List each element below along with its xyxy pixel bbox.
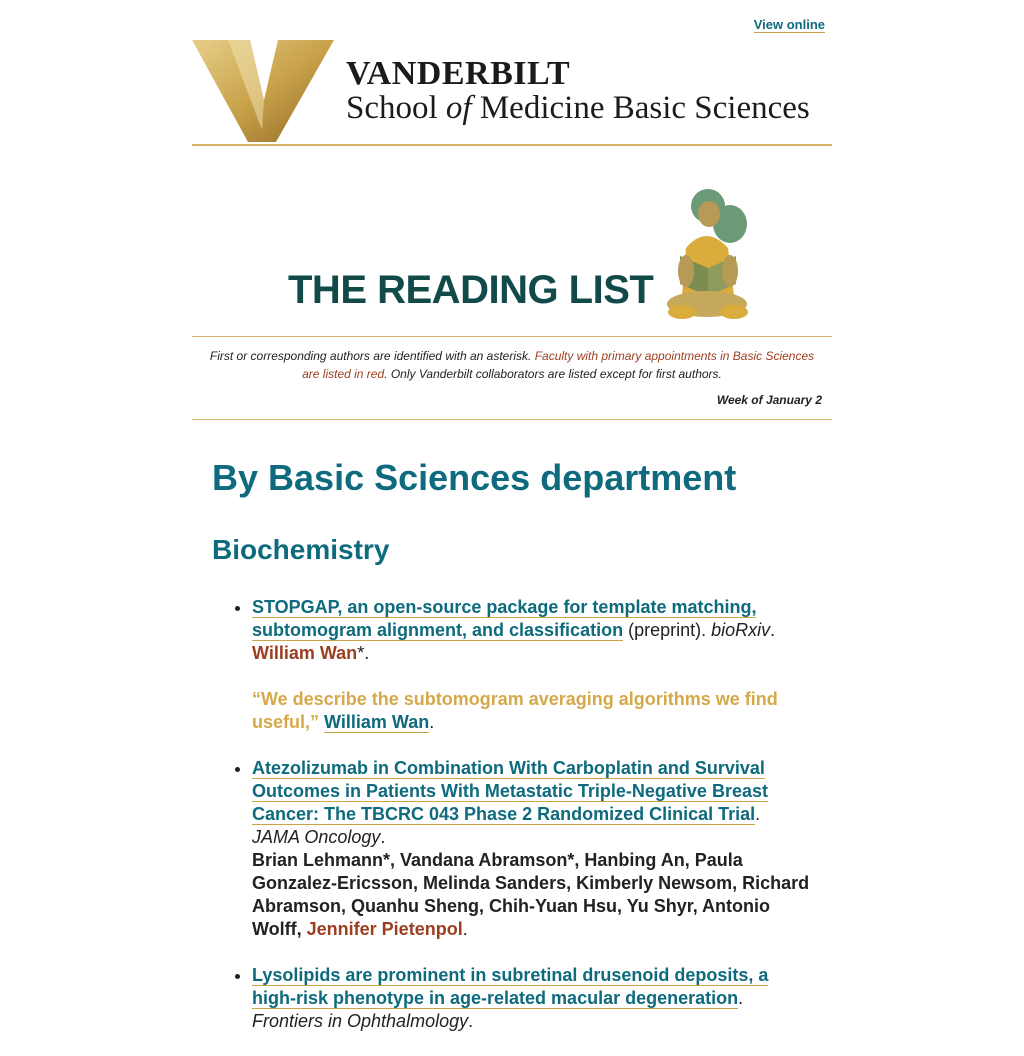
faculty-note-red: Faculty with primary appointments in Basic Sciences are listed in red [302,349,815,381]
reading-list-title: THE READING LIST [288,268,654,312]
vanderbilt-logo[interactable] [192,40,832,146]
view-online-link[interactable]: View online [753,17,825,32]
publication-title-link[interactable]: STOPGAP, an open-source package for template matching, subtomogram alignment, and classification [252,597,757,640]
section-title: By Basic Sciences department [212,457,737,498]
publication-title-link[interactable]: Lysolipids are prominent in subretinal drusenoid deposits, a high-risk phenotype in age-related macular degeneration [252,965,769,1008]
publication-list [212,596,812,1033]
top-bar [192,0,832,40]
reading-list-banner [192,146,832,337]
list-item: • Lysolipids are prominent in subretinal drusenoid deposits, a high-risk phenotype in age-related macular degeneration. Frontiers in Ophthalmology. [252,964,812,1033]
journal-name: Frontiers in Ophthalmology [252,1011,469,1031]
publication-title-link[interactable]: Atezolizumab in Combination With Carboplatin and Survival Outcomes in Patients With Metastatic Triple-Negative Breast Cancer: The TBCRC 043 Phase 2 Randomized Clinical Trial [252,758,768,824]
author-list: Brian Lehmann*, Vandana Abramson*, Hanbing An, Paula Gonzalez-Ericsson, Melinda Sanders, Kimberly Newsom, Richard Abramson, Quanhu Sheng, Chih-Yuan Hsu, Yu Shyr, Antonio Wolff, Jennifer Pietenpol. [252,850,810,939]
main-content [192,456,832,1033]
journal-name: bioRxiv [711,620,771,640]
email-container [192,0,832,1056]
notes: First or corresponding authors are identified with an asterisk. Faculty with primary appointments in Basic Sciences are listed in red. Only Vanderbilt collaborators are listed except for first authors. [209,349,815,381]
quote-author-link[interactable]: William Wan [324,712,430,732]
list-item: • Atezolizumab in Combination With Carboplatin and Survival Outcomes in Patients With Metastatic Triple-Negative Breast Cancer: The TBCRC 043 Phase 2 Randomized Clinical Trial. JAMA Oncology. Brian Lehmann*, Vandana Abramson*, Hanbing An, Paula Gonzalez-Ericsson, Melinda Sanders, Kimberly Newsom, Richard Abramson, Quanhu Sheng, Chih-Yuan Hsu, Yu Shyr, Antonio Wolff, Jennifer Pietenpol. [252,757,812,941]
brand-name: VANDERBILT [346,55,571,92]
reader-illustration-icon [662,186,752,326]
author-name: William Wan [252,643,358,663]
author-quote: “We describe the subtomogram averaging algorithms we find useful,” William Wan. [252,689,778,732]
journal-name: JAMA Oncology [252,827,381,847]
list-item: • STOPGAP, an open-source package for template matching, subtomogram alignment, and classification (preprint). bioRxiv. William Wan*. “We describe the subtomogram averaging algorithms we find useful,” William Wan. [252,596,812,734]
department-heading: Biochemistry [212,534,390,565]
week-label: Week of January 2 [192,383,832,420]
vanderbilt-v-icon [192,40,334,142]
school-name: School of Medicine Basic Sciences [346,90,810,126]
